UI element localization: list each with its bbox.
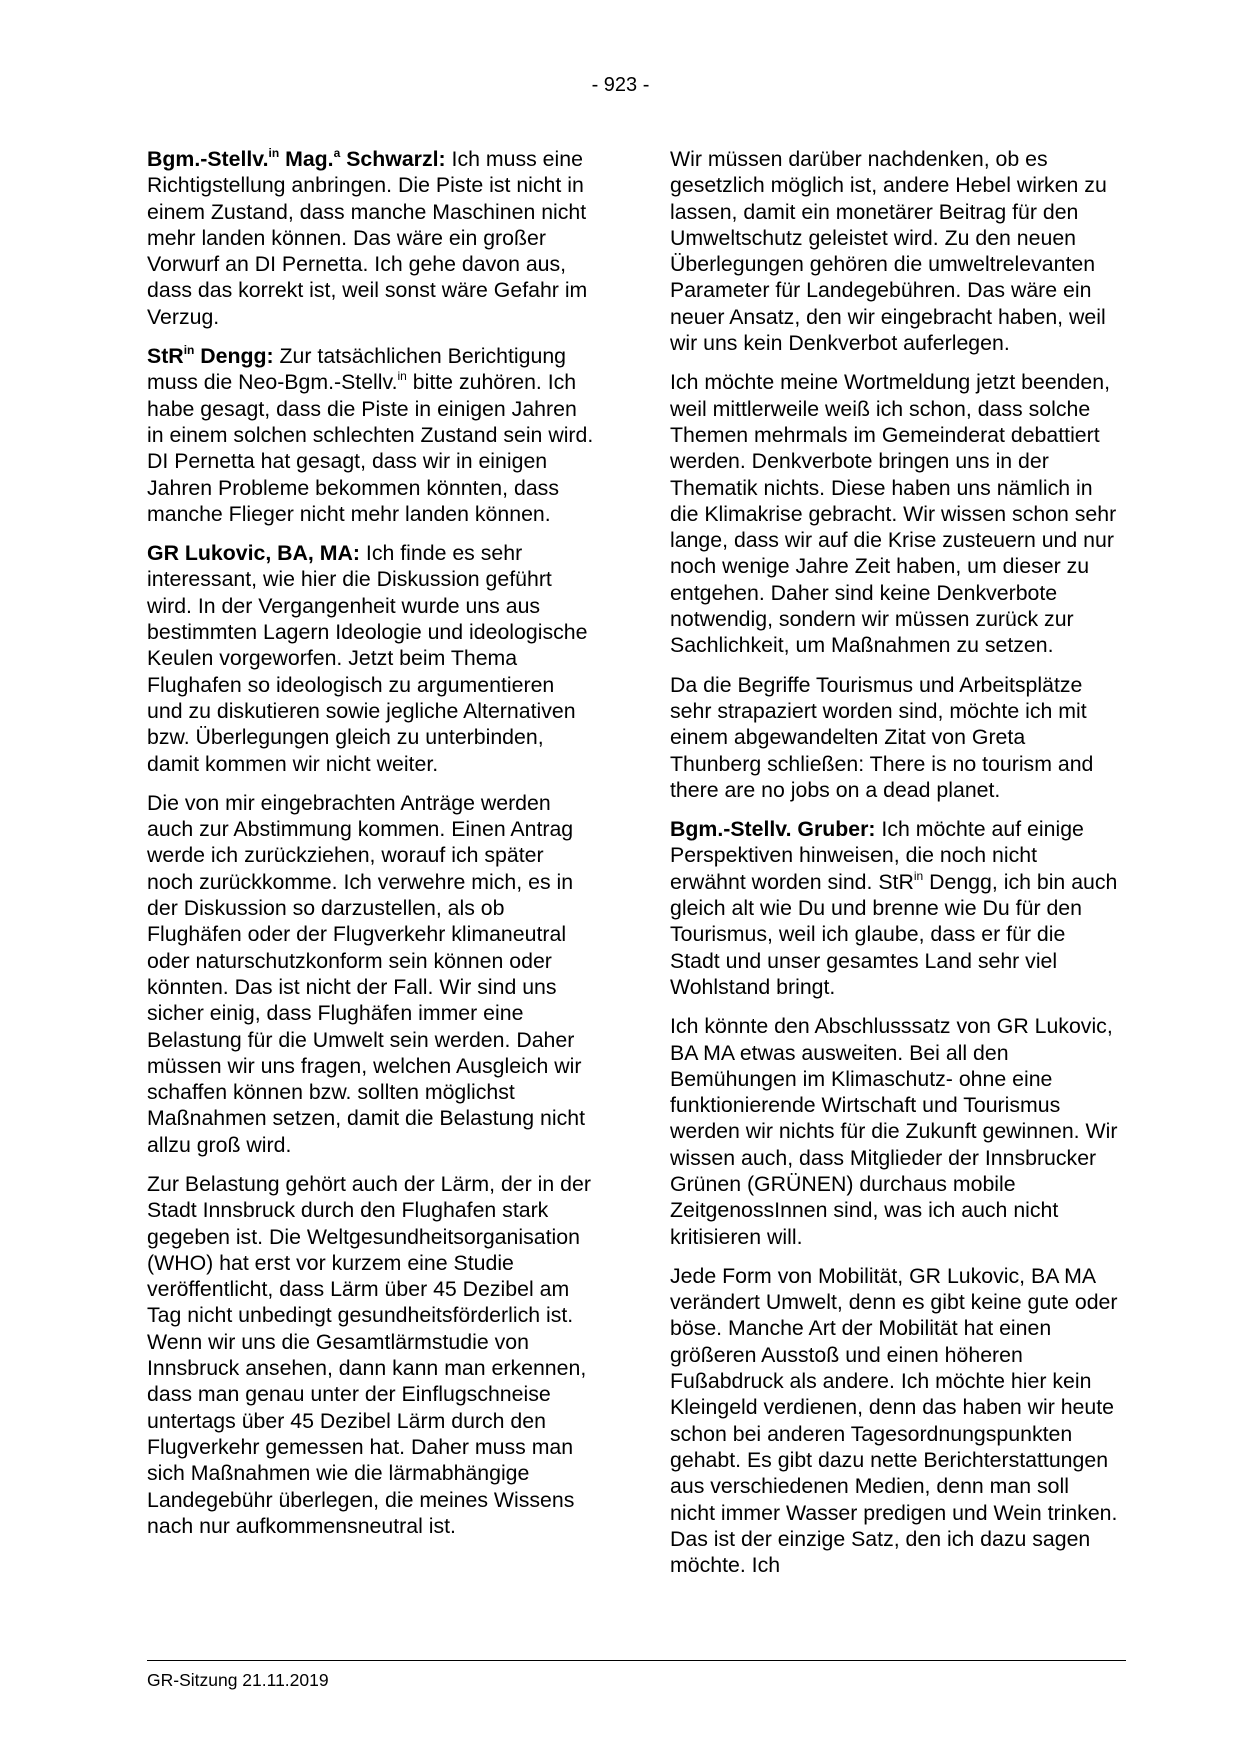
paragraph-text: bitte zuhören. Ich habe gesagt, dass die Piste in einigen Jahren in einem solchen schlechten Zustand sein wird. DI Pernetta hat gesagt, dass wir in einigen Jahren Probleme bekommen könnten, dass manche Flieger nicht mehr landen können. (147, 370, 594, 526)
footer-divider (147, 1660, 1126, 1661)
paragraph-gruber: Bgm.-Stellv. Gruber: Ich möchte auf einige Perspektiven hinweisen, die noch nicht erwähnt worden sind. StR$^{in}$ Dengg, ich bin auch gleich alt wie Du und brenne wie Du für den Tourismus, weil ich glaube, dass er für die Stadt und unser gesamtes Land sehr viel Wohlstand bringt. (670, 817, 1118, 999)
paragraph-dengg: StR$^{in}$ Dengg: Zur tatsächlichen Berichtigung muss die Neo-Bgm.-Stellv.$^{in}$ bitte zuhören. Ich habe gesagt, dass die Piste in einigen Jahren in einem solchen schlechten Zustand sein wird. DI Pernetta hat gesagt, dass wir in einigen Jahren Probleme bekommen könnten, dass manche Flieger nicht mehr landen können. (147, 343, 594, 526)
paragraph-denkverbote: Ich möchte meine Wortmeldung jetzt beenden, weil mittlerweile weiß ich schon, dass solche Themen mehrmals im Gemeinderat debattiert werden. Denkverbote bringen uns in der Thematik nichts. Diese haben uns nämlich in die Klimakrise gebracht. Wir wissen schon sehr lange, dass wir auf die Krise zusteuern und nur noch wenige Jahre Zeit haben, um dieser zu entgehen. Daher sind keine Denkverbote notwendig, sondern wir müssen zurück zur Sachlichkeit, um Maßnahmen zu setzen. (670, 370, 1117, 658)
speaker-name: Bgm.-Stellv.$^{in}$ Mag.$^a$ Schwarzl: (147, 146, 446, 171)
paragraph-lukovic (147, 540, 595, 777)
paragraph-hebel: Wir müssen darüber nachdenken, ob es gesetzlich möglich ist, andere Hebel wirken zu lassen, damit ein monetärer Beitrag für den Umweltschutz geleistet wird. Zu den neuen Überlegungen gehören die umweltrelevanten Parameter für Landegebühren. Das wäre ein neuer Ansatz, den wir eingebracht haben, weil wir uns kein Denkverbot auferlegen. (670, 147, 1107, 356)
right-column (670, 146, 1118, 1591)
paragraph-text: Ich muss eine Richtigstellung anbringen. Die Piste ist nicht in einem Zustand, dass manche Maschinen nicht mehr landen können. Das wäre ein großer Vorwurf an DI Pernetta. Ich gehe davon aus, dass das korrekt ist, weil sonst wäre Gefahr im Verzug. (147, 147, 588, 329)
paragraph-text: Zur tatsächlichen Berichtigung muss die Neo-Bgm.-Stellv. (147, 344, 567, 395)
paragraph-abschlusssatz: Ich könnte den Abschlusssatz von GR Lukovic, BA MA etwas ausweiten. Bei all den Bemühungen im Klimaschutz- ohne eine funktionierende Wirtschaft und Tourismus werden wir nichts für die Zukunft gewinnen. Wir wissen auch, dass Mitglieder der Innsbrucker Grünen (GRÜNEN) durchaus mobile ZeitgenossInnen sind, was ich auch nicht kritisieren will. (670, 1014, 1118, 1249)
paragraph-text: Ich möchte auf einige Perspektiven hinweisen, die noch nicht erwähnt worden sind. StR (670, 817, 1084, 894)
paragraph-mobilitaet: Jede Form von Mobilität, GR Lukovic, BA MA verändert Umwelt, denn es gibt keine gute oder böse. Manche Art der Mobilität hat einen größeren Ausstoß und einen höheren Fußabdruck als andere. Ich möchte hier kein Kleingeld verdienen, denn das haben wir heute schon bei anderen Tagesordnungspunkten gehabt. Es gibt dazu nette Berichterstattungen aus verschiedenen Medien, denn man soll nicht immer Wasser predigen und Wein trinken. Das ist der einzige Satz, den ich dazu sagen möchte. Ich (670, 1263, 1118, 1578)
footer-session-date: GR-Sitzung 21.11.2019 (147, 1670, 329, 1690)
paragraph-thunberg: Da die Begriffe Tourismus und Arbeitsplätze sehr strapaziert worden sind, möchte ich mit einem abgewandelten Zitat von Greta Thunberg schließen: There is no tourism and there are no jobs on a dead planet. (670, 672, 1094, 802)
paragraph-text: Dengg, ich bin auch gleich alt wie Du und brenne wie Du für den Tourismus, weil ich glaube, dass er für die Stadt und unser gesamtes Land sehr viel Wohlstand bringt. (670, 869, 1118, 999)
speaker-name: StR$^{in}$ Dengg: (147, 343, 274, 369)
left-column (147, 146, 595, 1552)
paragraph-schwarzl (147, 146, 595, 330)
paragraph-antraege: Die von mir eingebrachten Anträge werden auch zur Abstimmung kommen. Einen Antrag werde ich zurückziehen, worauf ich später noch zurückkomme. Ich verwehre mich, es in der Diskussion so darzustellen, als ob Flughäfen oder der Flugverkehr klimaneutral oder naturschutzkonform sein können oder könnten. Das ist nicht der Fall. Wir sind uns sicher einig, dass Flughäfen immer eine Belastung für die Umwelt sein werden. Daher müssen wir uns fragen, welchen Ausgleich wir schaffen können bzw. sollten möglichst Maßnahmen setzen, damit die Belastung nicht allzu groß wird. (147, 790, 586, 1157)
paragraph-text: Ich finde es sehr interessant, wie hier die Diskussion geführt wird. In der Vergangenheit wurde uns aus bestimmten Lagern Ideologie und ideologische Keulen vorgeworfen. Jetzt beim Thema Flughafen so ideologisch zu argumentieren und zu diskutieren sowie jegliche Alternativen bzw. Überlegungen gleich zu unterbinden, damit kommen wir nicht weiter. (147, 541, 588, 776)
speaker-name: GR Lukovic, BA, MA: (147, 541, 360, 566)
paragraph-laerm: Zur Belastung gehört auch der Lärm, der in der Stadt Innsbruck durch den Flughafen stark gegeben ist. Die Weltgesundheitsorganisation (WHO) hat erst vor kurzem eine Studie veröffentlicht, dass Lärm über 45 Dezibel am Tag nicht unbedingt gesundheitsförderlich ist. Wenn wir uns die Gesamtlärmstudie von Innsbruck ansehen, dann kann man erkennen, dass man genau unter der Einflugschneise untertags über 45 Dezibel Lärm durch den Flugverkehr gemessen hat. Daher muss man sich Maßnahmen wie die lärmabhängige Landegebühr überlegen, die meines Wissens nach nur aufkommensneutral ist. (147, 1171, 591, 1538)
page-number: - 923 - (591, 74, 650, 96)
speaker-name: Bgm.-Stellv. Gruber: (670, 817, 876, 842)
